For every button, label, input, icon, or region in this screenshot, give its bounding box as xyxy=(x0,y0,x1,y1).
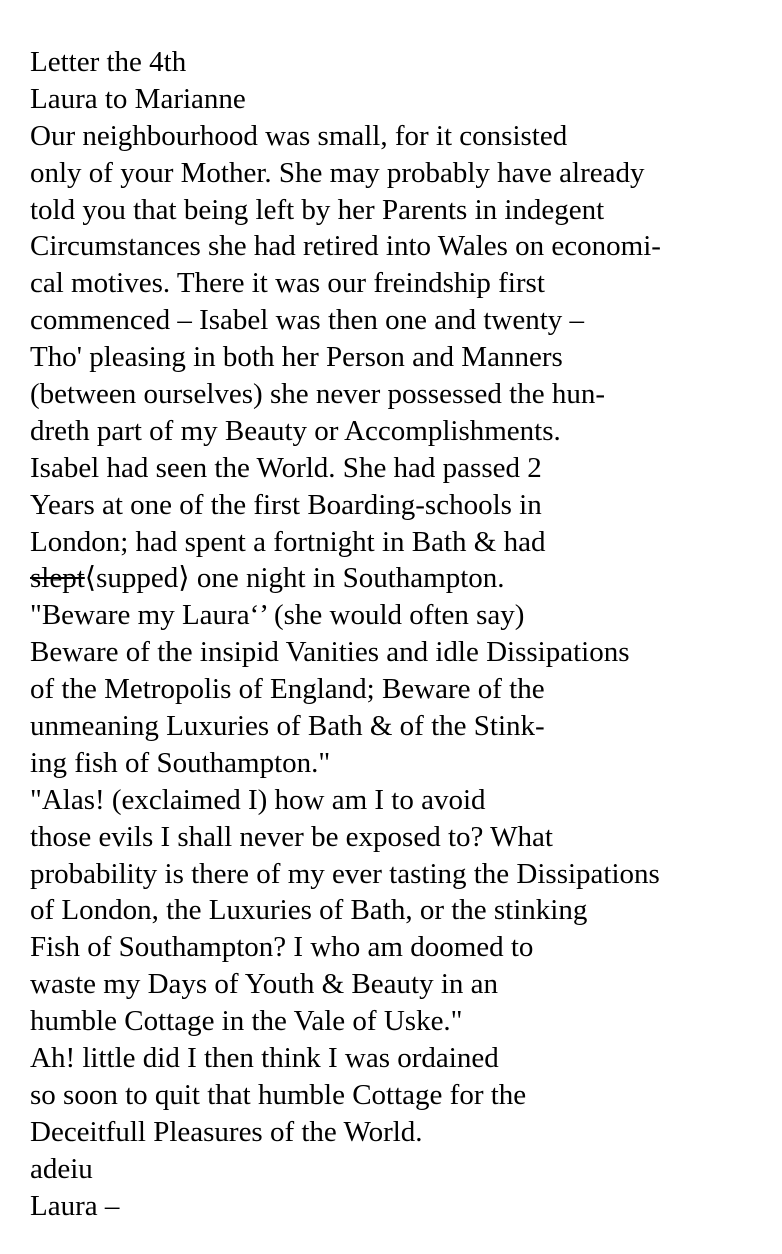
body-line: waste my Days of Youth & Beauty in an xyxy=(30,968,498,1001)
body-line: those evils I shall never be exposed to? What xyxy=(30,820,553,853)
letter-heading: Letter the 4th xyxy=(30,46,187,78)
body-line: cal motives. There it was our freindship first xyxy=(30,267,545,300)
body-line: Fish of Southampton? I who am doomed to xyxy=(30,931,534,964)
body-line: probability is there of my ever tasting the Dissipations xyxy=(30,857,660,890)
body-line: Beware of the insipid Vanities and idle Dissipations xyxy=(30,636,630,669)
letter-salutation: Laura to Marianne xyxy=(30,82,246,115)
body-line: of London, the Luxuries of Bath, or the stinking xyxy=(30,894,588,927)
letter-page xyxy=(30,44,770,1225)
body-line: Circumstances she had retired into Wales on economi- xyxy=(30,230,661,263)
body-line: of the Metropolis of England; Beware of the xyxy=(30,673,545,706)
body-line: "Beware my Laura‘’ (she would often say) xyxy=(30,599,525,632)
inserted-word: ⟨supped⟩ xyxy=(84,562,190,595)
revision-line xyxy=(30,560,770,597)
body-line: Years at one of the first Boarding-schools in xyxy=(30,488,542,521)
body-line: ing fish of Southampton." xyxy=(30,746,331,779)
body-line: unmeaning Luxuries of Bath & of the Stink- xyxy=(30,710,545,743)
body-line: Tho' pleasing in both her Person and Manners xyxy=(30,341,563,374)
body-line: only of your Mother. She may probably have already xyxy=(30,156,645,189)
letter-closing: adeiu xyxy=(30,1152,93,1185)
body-line: Isabel had seen the World. She had passed 2 xyxy=(30,451,542,484)
body-line: humble Cottage in the Vale of Uske." xyxy=(30,1005,463,1038)
body-line: dreth part of my Beauty or Accomplishments. xyxy=(30,414,561,447)
body-line: Ah! little did I then think I was ordained xyxy=(30,1042,499,1075)
body-line: London; had spent a fortnight in Bath & had xyxy=(30,525,546,558)
body-line: told you that being left by her Parents in indegent xyxy=(30,193,605,226)
letter-signature: Laura – xyxy=(30,1189,120,1222)
body-line: so soon to quit that humble Cottage for the xyxy=(30,1078,527,1111)
body-line: commenced – Isabel was then one and twenty – xyxy=(30,304,585,337)
revision-line-rest: one night in Southampton. xyxy=(189,562,505,595)
deleted-word: slept xyxy=(30,562,85,595)
body-line: Deceitfull Pleasures of the World. xyxy=(30,1115,423,1148)
body-line: (between ourselves) she never possessed the hun- xyxy=(30,378,605,411)
body-line: Our neighbourhood was small, for it consisted xyxy=(30,119,568,152)
body-line: "Alas! (exclaimed I) how am I to avoid xyxy=(30,783,486,816)
